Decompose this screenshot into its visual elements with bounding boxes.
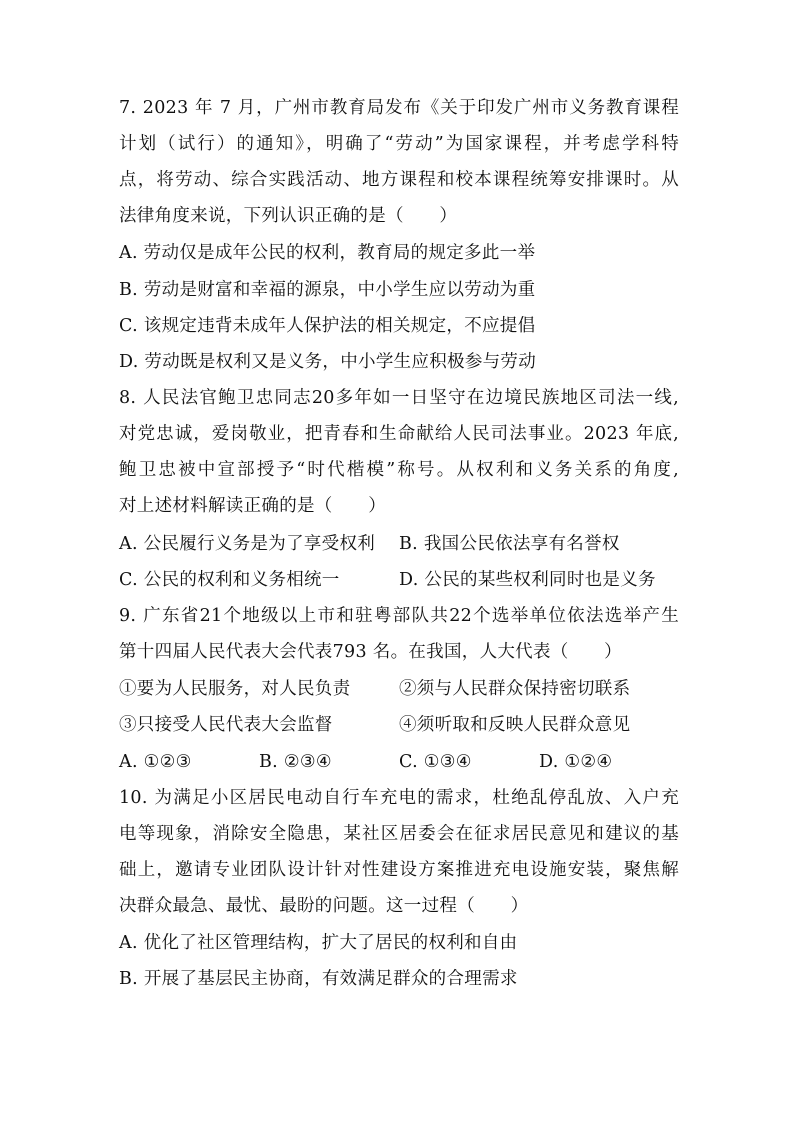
q8-stem-line-3: 鲍卫忠被中宣部授予“时代楷模”称号。从权利和义务关系的角度, bbox=[119, 460, 679, 480]
q10-stem-line-1: 10. 为满足小区居民电动自行车充电的需求，杜绝乱停乱放、入户充 bbox=[119, 788, 679, 808]
q9-statements-row-2 bbox=[119, 713, 679, 737]
q10-stem-line-2: 电等现象，消除安全隐患，某社区居委会在征求居民意见和建议的基 bbox=[119, 824, 679, 844]
q9-options-row bbox=[119, 750, 679, 774]
q10-option-a: A. 优化了社区管理结构，扩大了居民的权利和自由 bbox=[119, 933, 518, 953]
q9-statement-4: ④须听取和反映人民群众意见 bbox=[399, 715, 631, 735]
q8-stem-line-1: 8. 人民法官鲍卫忠同志20多年如一日坚守在边境民族地区司法一线, bbox=[119, 388, 679, 408]
q10-option-b: B. 开展了基层民主协商，有效满足群众的合理需求 bbox=[119, 969, 518, 989]
q9-statement-3: ③只接受人民代表大会监督 bbox=[119, 715, 333, 735]
q9-option-c: C. ①③④ bbox=[399, 752, 472, 772]
q7-stem-line-3: 点，将劳动、综合实践活动、地方课程和校本课程统筹安排课时。从 bbox=[119, 170, 679, 190]
q9-option-d: D. ①②④ bbox=[539, 752, 613, 772]
q9-statements-row-1 bbox=[119, 677, 679, 701]
q7-stem-line-4: 法律角度来说，下列认识正确的是（ ） bbox=[119, 206, 458, 226]
q8-option-d: D. 公民的某些权利同时也是义务 bbox=[399, 570, 656, 590]
q7-option-d: D. 劳动既是权利又是义务，中小学生应积极参与劳动 bbox=[119, 352, 537, 372]
q10-stem-line-4: 决群众最急、最忧、最盼的问题。这一过程（ ） bbox=[119, 896, 529, 916]
q7-stem-line-1: 7. 2023 年 7 月，广州市教育局发布《关于印发广州市义务教育课程 bbox=[119, 98, 679, 118]
q7-option-c: C. 该规定违背未成年人保护法的相关规定，不应提倡 bbox=[119, 316, 536, 336]
q8-options-row-1 bbox=[119, 532, 679, 556]
q8-stem-line-2: 对党忠诚，爱岗敬业，把青春和生命献给人民司法事业。2023 年底, bbox=[119, 424, 679, 444]
q7-option-b: B. 劳动是财富和幸福的源泉，中小学生应以劳动为重 bbox=[119, 280, 536, 300]
q7-option-a: A. 劳动仅是成年公民的权利，教育局的规定多此一举 bbox=[119, 243, 536, 263]
q8-option-a: A. 公民履行义务是为了享受权利 bbox=[119, 534, 376, 554]
q9-stem-line-1: 9. 广东省21个地级以上市和驻粤部队共22个选举单位依法选举产生 bbox=[119, 606, 679, 626]
q9-option-a: A. ①②③ bbox=[119, 752, 192, 772]
q10-stem-line-3: 础上，邀请专业团队设计针对性建设方案推进充电设施安装，聚焦解 bbox=[119, 860, 679, 880]
q8-option-b: B. 我国公民依法享有名誉权 bbox=[399, 534, 620, 554]
q9-option-b: B. ②③④ bbox=[259, 752, 332, 772]
q9-statement-1: ①要为人民服务，对人民负责 bbox=[119, 679, 351, 699]
q9-statement-2: ②须与人民群众保持密切联系 bbox=[399, 679, 631, 699]
q9-stem-line-2: 第十四届人民代表大会代表793 名。在我国，人大代表（ ） bbox=[119, 642, 622, 662]
q7-stem-line-2: 计划（试行）的通知》，明确了“劳动”为国家课程，并考虑学科特 bbox=[119, 134, 679, 154]
q8-option-c: C. 公民的权利和义务相统一 bbox=[119, 570, 340, 590]
q8-options-row-2 bbox=[119, 568, 679, 592]
q8-stem-line-4: 对上述材料解读正确的是（ ） bbox=[119, 496, 386, 516]
